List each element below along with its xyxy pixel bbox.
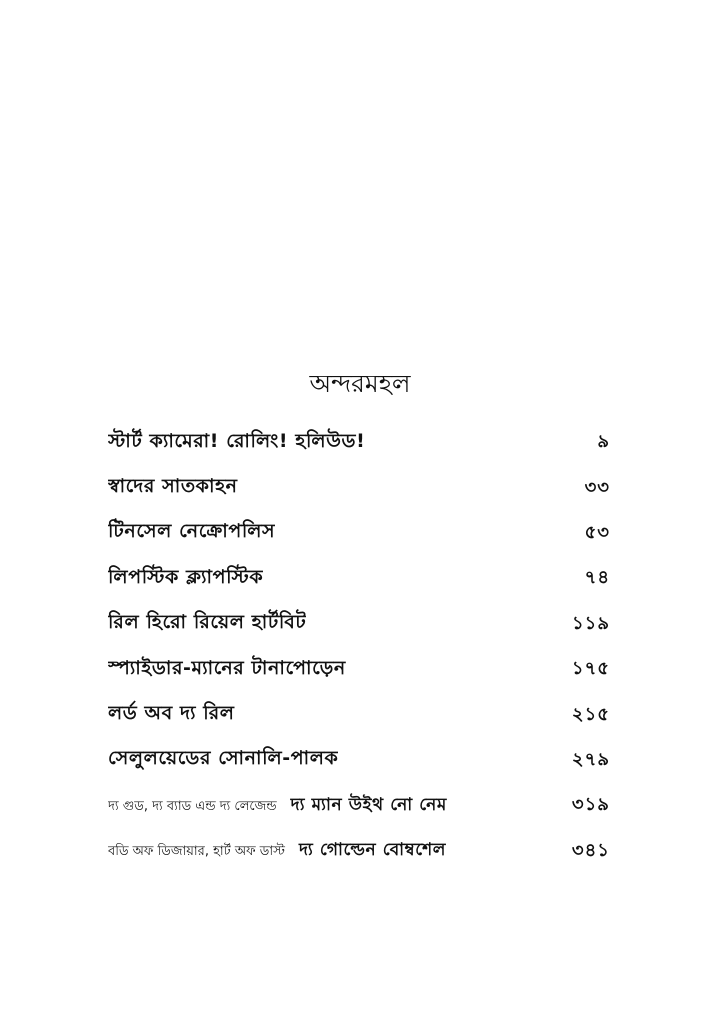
toc-entry-2[interactable] [108, 465, 610, 510]
toc-entry-subtitle: বডি অফ ডিজায়ার, হার্ট অফ ডাস্ট [108, 844, 285, 860]
toc-entry-title: স্প্যাইডার-ম্যানের টানাপোড়েন [108, 656, 346, 679]
toc-entry-4[interactable] [108, 556, 610, 601]
toc-page-number: ২৭৯ [571, 748, 610, 770]
toc-entry-text [108, 427, 365, 459]
toc-page-number: ৩১৯ [571, 794, 610, 816]
toc-entry-text [108, 744, 338, 776]
toc-entry-text [108, 792, 447, 820]
toc-page-number: ৩৩ [584, 476, 610, 498]
toc-entry-title: লর্ড অব দ্য রিল [108, 702, 235, 725]
toc-entry-9[interactable] [108, 783, 610, 828]
toc-entry-text [108, 517, 275, 549]
toc-page-number: ২১৫ [571, 703, 610, 725]
toc-entry-title: দ্য গোল্ডেন বোম্বশেল [298, 840, 447, 861]
toc-page-number: ৩৪১ [571, 839, 610, 861]
toc-page-number: ৫৩ [584, 521, 610, 543]
toc-entry-text [108, 654, 346, 686]
toc-entry-text [108, 837, 446, 865]
toc-entry-title: লিপস্টিক ক্ল্যাপস্টিক [108, 565, 264, 588]
toc-entry-1[interactable] [108, 420, 610, 465]
toc-entry-text [108, 699, 235, 731]
toc-entry-title: স্টার্ট ক্যামেরা! রোলিং! হলিউড! [108, 429, 366, 452]
table-of-contents [108, 420, 610, 874]
toc-page-number: ৯ [597, 431, 610, 453]
toc-entry-title: দ্য ম্যান উইথ নো নেম [290, 794, 447, 815]
toc-entry-subtitle: দ্য গুড, দ্য ব্যাড এন্ড দ্য লেজেন্ড [108, 798, 277, 814]
toc-page-number: ১৭৫ [571, 658, 610, 680]
toc-entry-8[interactable] [108, 738, 610, 783]
toc-entry-text [108, 608, 306, 640]
toc-entry-title: সেলুলয়েডের সোনালি-পালক [108, 747, 339, 770]
toc-entry-text [108, 472, 238, 504]
toc-entry-10[interactable] [108, 829, 610, 874]
toc-entry-title: রিল হিরো রিয়েল হার্টবিট [108, 611, 307, 634]
toc-entry-7[interactable] [108, 692, 610, 737]
toc-entry-text [108, 563, 263, 595]
page-title: অন্দরমহল [309, 369, 411, 398]
toc-entry-6[interactable] [108, 647, 610, 692]
toc-page-number: ৭৪ [584, 567, 610, 589]
toc-entry-3[interactable] [108, 511, 610, 556]
toc-entry-title: স্বাদের সাতকাহন [108, 475, 238, 498]
toc-entry-title: টিনসেল নেক্রোপলিস [108, 520, 276, 543]
toc-entry-5[interactable] [108, 602, 610, 647]
toc-page-number: ১১৯ [571, 612, 610, 634]
